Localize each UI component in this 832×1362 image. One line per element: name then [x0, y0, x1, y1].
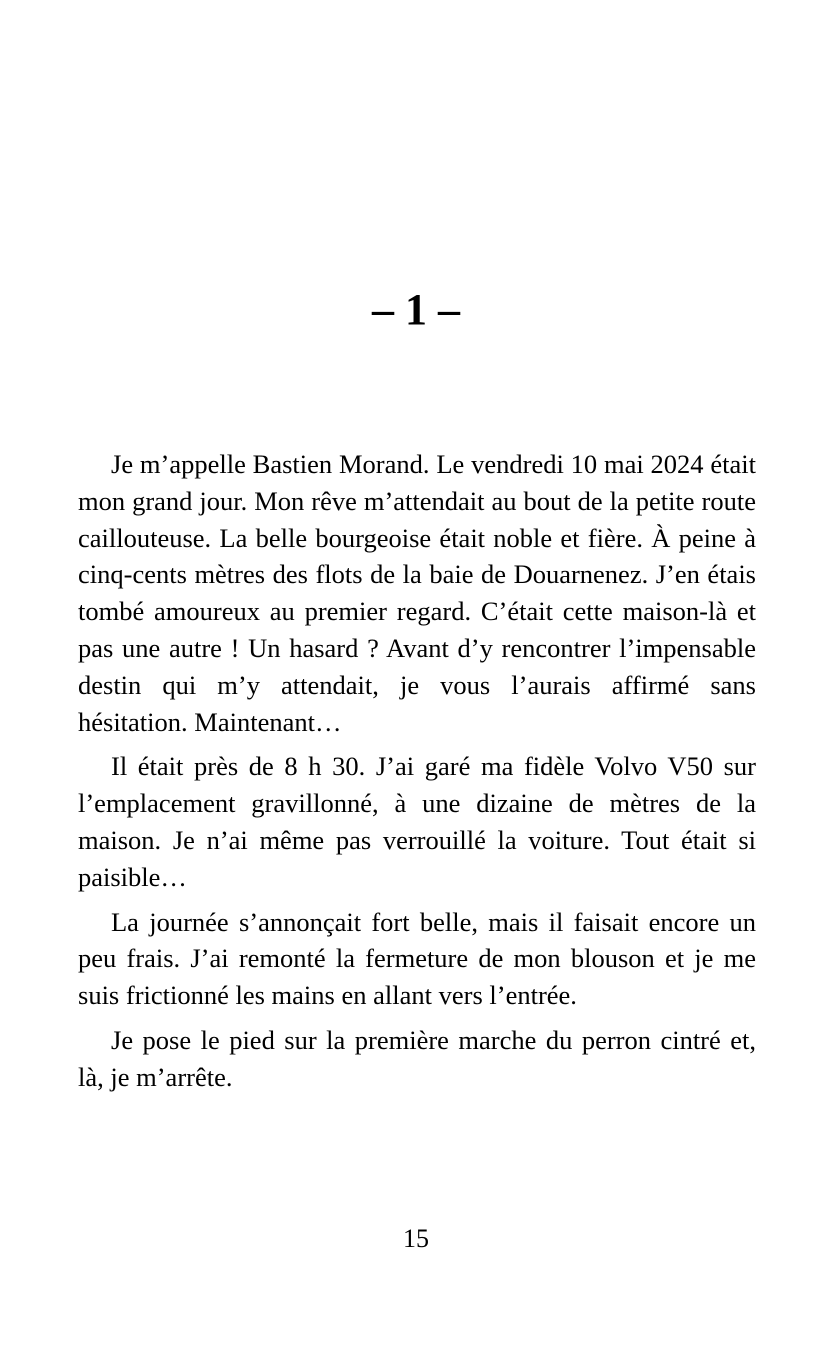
paragraph-1: Je m’appelle Bastien Morand. Le vendredi 10 mai 2024 était mon grand jour. Mon rêve m’attendait au bout de la petite route caillouteuse. La belle bourgeoise était noble et fière. À peine à cinq-cents mètres des flots de la baie de Douarnenez. J’en étais tombé amoureux au premier regard. C’était cette maison-là et pas une autre ! Un hasard ? Avant d’y rencontrer l’impensable destin qui m’y attendait, je vous l’aurais affirmé sans hésitation. Maintenant… [78, 449, 756, 737]
paragraph-4: Je pose le pied sur la première marche du perron cintré et, là, je m’arrête. [78, 1024, 756, 1092]
chapter-body [78, 446, 756, 1104]
chapter-title: – 1 – [372, 285, 460, 334]
paragraph-3: La journée s’annonçait fort belle, mais il faisait encore un peu frais. J’ai remonté la fermeture de mon blouson et je me suis frictionné les mains en allant vers l’entrée. [78, 906, 756, 1011]
page-number: 15 [403, 1224, 429, 1253]
paragraph-2: Il était près de 8 h 30. J’ai garé ma fidèle Volvo V50 sur l’emplacement gravillonné, à une dizaine de mètres de la maison. Je n’ai même pas verrouillé la voiture. Tout était si paisible… [78, 751, 756, 892]
